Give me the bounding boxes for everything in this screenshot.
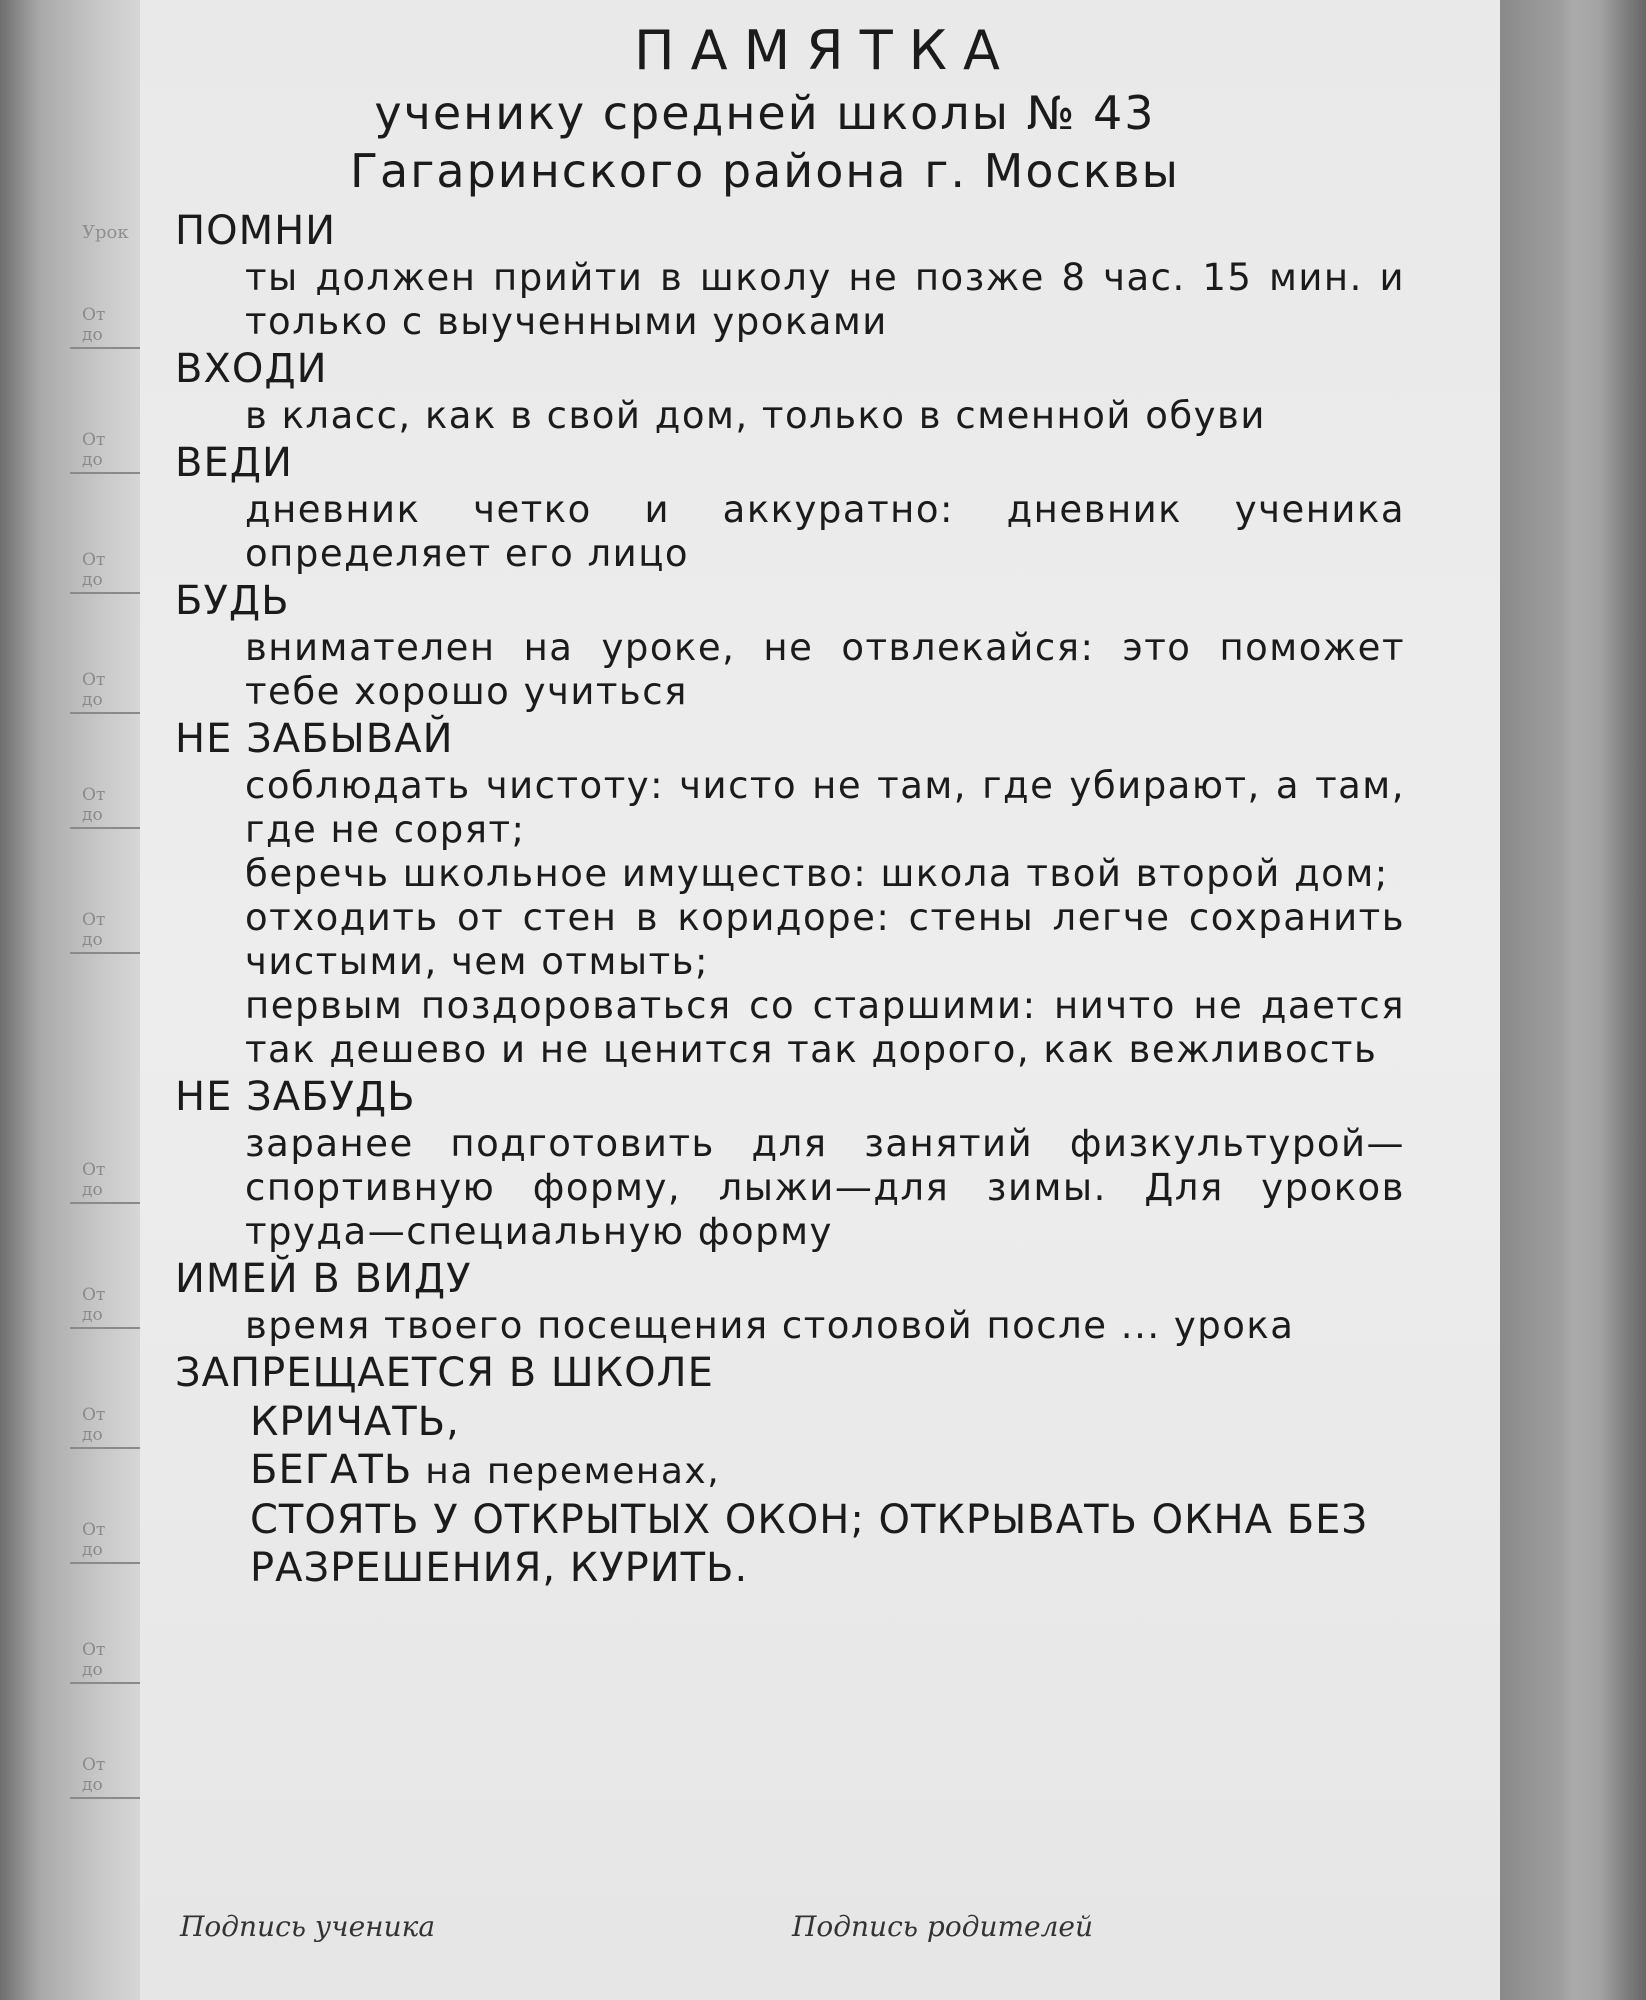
section-body: заранее подготовить для занятий физкультурой—спортивную форму, лыжи—для зимы. Для уроков труда—специальную форму (245, 1122, 1405, 1253)
section-body: внимателен на уроке, не отвлекайся: это поможет тебе хорошо учиться (245, 626, 1405, 713)
section-body: соблюдать чистоту: чисто не там, где убирают, а там, где не сорят; беречь школьное имущество: школа твой второй дом; отходить от стен в коридоре: стены легче сохранить чистыми, чем отмыть; первым поздороваться со старшими: ничто не дается так дешево и не ценится так дорого, как вежливость (245, 764, 1405, 1071)
section-heading: БУДЬ (175, 578, 290, 624)
student-signature-label: Подпись ученика (180, 1910, 436, 1943)
section-heading: ПОМНИ (175, 208, 337, 254)
prohibited-item: СТОЯТЬ У ОТКРЫТЫХ ОКОН; ОТКРЫВАТЬ ОКНА БЕЗ РАЗРЕШЕНИЯ, КУРИТЬ. (250, 1497, 1369, 1591)
margin-lesson-label: Урок (82, 222, 129, 243)
margin-time-slot: От до (70, 1285, 140, 1329)
page-edge-strip (1500, 0, 1646, 2000)
prohibited-list (175, 1398, 1435, 1592)
parents-signature-label: Подпись родителей (792, 1910, 1094, 1943)
section-heading: НЕ ЗАБУДЬ (175, 1074, 416, 1120)
memo-title: ПАМЯТКА (634, 19, 1016, 82)
section-dont-forget (175, 1072, 1475, 1254)
section-body: ты должен прийти в школу не позже 8 час. 15 мин. и только с выученными уроками (245, 256, 1405, 343)
prohibited-item: КРИЧАТЬ, (250, 1399, 460, 1445)
section-body: время твоего посещения столовой после ... урока (245, 1304, 1295, 1347)
memo-content (175, 10, 1475, 1592)
margin-time-slot: От до (70, 430, 140, 474)
margin-time-slot: От до (70, 1640, 140, 1684)
margin-time-slot: От до (70, 1405, 140, 1449)
prohibited-item: БЕГАТЬ на переменах, (250, 1447, 721, 1493)
margin-time-slot: От до (70, 550, 140, 594)
section-dont-forget-to (175, 714, 1475, 1072)
section-prohibited (175, 1348, 1475, 1592)
section-keep (175, 438, 1475, 576)
section-heading: ЗАПРЕЩАЕТСЯ В ШКОЛЕ (175, 1350, 714, 1396)
section-heading: ИМЕЙ В ВИДУ (175, 1256, 472, 1302)
margin-time-slot: От до (70, 1755, 140, 1799)
margin-time-slot: От до (70, 785, 140, 829)
diary-margin (0, 0, 150, 2000)
section-keep-in-mind (175, 1254, 1475, 1348)
section-heading: ВХОДИ (175, 346, 328, 392)
section-body: в класс, как в свой дом, только в сменной обуви (245, 394, 1266, 437)
memo-subtitle-line1: ученику средней школы № 43 (374, 86, 1156, 140)
section-body: дневник четко и аккуратно: дневник ученика определяет его лицо (245, 488, 1405, 575)
margin-time-slot: От до (70, 1520, 140, 1564)
section-be (175, 576, 1475, 714)
section-enter (175, 344, 1475, 438)
memo-subtitle-line2: Гагаринского района г. Москвы (350, 144, 1180, 198)
margin-time-slot: От до (70, 305, 140, 349)
margin-time-slot: От до (70, 1160, 140, 1204)
section-remember (175, 206, 1475, 344)
margin-time-slot: От до (70, 670, 140, 714)
section-heading: ВЕДИ (175, 440, 293, 486)
margin-time-slot: От до (70, 910, 140, 954)
section-heading: НЕ ЗАБЫВАЙ (175, 716, 454, 762)
